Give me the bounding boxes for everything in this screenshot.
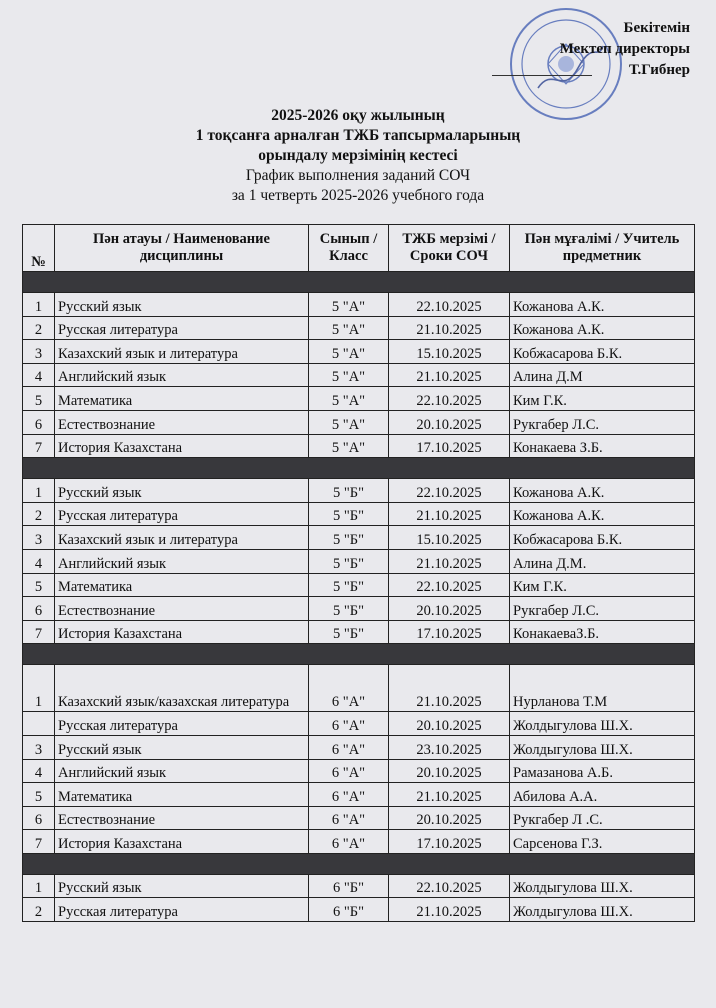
date-cell: 21.10.2025 bbox=[389, 549, 510, 573]
title-ru-line1: График выполнения заданий СОЧ bbox=[245, 167, 471, 184]
title-kz-line2: 1 тоқсанға арналған ТЖБ тапсырмаларының bbox=[195, 127, 521, 144]
row-number: 4 bbox=[23, 549, 55, 573]
row-number: 2 bbox=[23, 898, 55, 922]
subject-cell: Русская литература bbox=[55, 712, 309, 736]
table-row bbox=[23, 830, 695, 854]
approval-line1: Бекітемін bbox=[623, 20, 690, 36]
class-cell: 6 "А" bbox=[309, 759, 389, 783]
subject-cell: Математика bbox=[55, 573, 309, 597]
date-cell: 17.10.2025 bbox=[389, 830, 510, 854]
row-number: 7 bbox=[23, 434, 55, 458]
table-row bbox=[23, 597, 695, 621]
subject-cell: Математика bbox=[55, 783, 309, 807]
subject-cell: Казахский язык и литература bbox=[55, 340, 309, 364]
date-cell: 20.10.2025 bbox=[389, 410, 510, 434]
class-cell: 6 "А" bbox=[309, 806, 389, 830]
approval-line3: Т.Гибнер bbox=[628, 62, 690, 78]
date-cell: 21.10.2025 bbox=[389, 502, 510, 526]
teacher-cell: Кожанова А.К. bbox=[510, 502, 695, 526]
class-cell: 5 "Б" bbox=[309, 549, 389, 573]
subject-cell: История Казахстана bbox=[55, 434, 309, 458]
row-number: 3 bbox=[23, 340, 55, 364]
table-row bbox=[23, 898, 695, 922]
subject-cell: Математика bbox=[55, 387, 309, 411]
table-row bbox=[23, 526, 695, 550]
table-row bbox=[23, 434, 695, 458]
class-cell: 5 "А" bbox=[309, 410, 389, 434]
title-kz-line3: орындалу мерзімінің кестесі bbox=[258, 147, 458, 164]
row-number: 1 bbox=[23, 665, 55, 712]
date-cell: 23.10.2025 bbox=[389, 735, 510, 759]
teacher-cell: Рукгабер Л.С. bbox=[510, 410, 695, 434]
class-cell: 6 "А" bbox=[309, 665, 389, 712]
class-cell: 6 "А" bbox=[309, 783, 389, 807]
date-cell: 22.10.2025 bbox=[389, 293, 510, 317]
class-cell: 5 "А" bbox=[309, 293, 389, 317]
date-cell: 22.10.2025 bbox=[389, 387, 510, 411]
teacher-cell: Жолдыгулова Ш.Х. bbox=[510, 874, 695, 898]
teacher-cell: Ким Г.К. bbox=[510, 573, 695, 597]
subject-cell: Естествознание bbox=[55, 806, 309, 830]
class-cell: 6 "А" bbox=[309, 830, 389, 854]
teacher-cell: Алина Д.М. bbox=[510, 549, 695, 573]
table-row bbox=[23, 340, 695, 364]
subject-cell: Русский язык bbox=[55, 735, 309, 759]
row-number: 7 bbox=[23, 830, 55, 854]
subject-cell: Казахский язык и литература bbox=[55, 526, 309, 550]
header-subject: Пән атауы / Наименование дисциплины bbox=[55, 225, 309, 272]
class-cell: 5 "Б" bbox=[309, 502, 389, 526]
table-row bbox=[23, 806, 695, 830]
row-number: 4 bbox=[23, 759, 55, 783]
subject-cell: Английский язык bbox=[55, 759, 309, 783]
row-number: 5 bbox=[23, 783, 55, 807]
subject-cell: Естествознание bbox=[55, 410, 309, 434]
table-row bbox=[23, 479, 695, 503]
subject-cell: Русский язык bbox=[55, 874, 309, 898]
group-separator-cell bbox=[23, 272, 695, 293]
table-header-row bbox=[23, 225, 695, 272]
date-cell: 20.10.2025 bbox=[389, 597, 510, 621]
subject-cell: Естествознание bbox=[55, 597, 309, 621]
teacher-cell: Абилова А.А. bbox=[510, 783, 695, 807]
teacher-cell: Кожанова А.К. bbox=[510, 316, 695, 340]
group-separator-cell bbox=[23, 853, 695, 874]
group-separator-cell bbox=[23, 458, 695, 479]
subject-cell: Русский язык bbox=[55, 293, 309, 317]
row-number: 3 bbox=[23, 735, 55, 759]
header-date: ТЖБ мерзімі / Сроки СОЧ bbox=[389, 225, 510, 272]
table-row bbox=[23, 387, 695, 411]
table-row bbox=[23, 783, 695, 807]
table-row bbox=[23, 620, 695, 644]
date-cell: 22.10.2025 bbox=[389, 874, 510, 898]
date-cell: 22.10.2025 bbox=[389, 573, 510, 597]
row-number: 1 bbox=[23, 874, 55, 898]
subject-cell: Английский язык bbox=[55, 363, 309, 387]
subject-cell: История Казахстана bbox=[55, 620, 309, 644]
date-cell: 21.10.2025 bbox=[389, 783, 510, 807]
teacher-cell: Жолдыгулова Ш.Х. bbox=[510, 898, 695, 922]
title-ru-line2: за 1 четверть 2025-2026 учебного года bbox=[231, 187, 485, 204]
table-row bbox=[23, 665, 695, 712]
group-separator-row bbox=[23, 458, 695, 479]
date-cell: 21.10.2025 bbox=[389, 363, 510, 387]
teacher-cell: Жолдыгулова Ш.Х. bbox=[510, 735, 695, 759]
class-cell: 6 "А" bbox=[309, 712, 389, 736]
date-cell: 21.10.2025 bbox=[389, 665, 510, 712]
teacher-cell: Рукгабер Л .С. bbox=[510, 806, 695, 830]
row-number: 7 bbox=[23, 620, 55, 644]
class-cell: 5 "А" bbox=[309, 316, 389, 340]
row-number: 2 bbox=[23, 316, 55, 340]
teacher-cell: Алина Д.М bbox=[510, 363, 695, 387]
header-num: № bbox=[23, 225, 55, 272]
row-number: 5 bbox=[23, 573, 55, 597]
subject-cell: Русская литература bbox=[55, 316, 309, 340]
row-number bbox=[23, 712, 55, 736]
table-row bbox=[23, 573, 695, 597]
date-cell: 20.10.2025 bbox=[389, 712, 510, 736]
row-number: 6 bbox=[23, 806, 55, 830]
class-cell: 5 "Б" bbox=[309, 479, 389, 503]
row-number: 1 bbox=[23, 479, 55, 503]
row-number: 5 bbox=[23, 387, 55, 411]
title-kz-line1: 2025-2026 оқу жылының bbox=[271, 107, 445, 124]
schedule-table bbox=[22, 224, 695, 922]
table-body bbox=[23, 272, 695, 922]
group-separator-row bbox=[23, 853, 695, 874]
date-cell: 22.10.2025 bbox=[389, 479, 510, 503]
row-number: 4 bbox=[23, 363, 55, 387]
class-cell: 5 "Б" bbox=[309, 526, 389, 550]
subject-cell: Казахский язык/казахская литература bbox=[55, 665, 309, 712]
group-separator-row bbox=[23, 272, 695, 293]
class-cell: 5 "А" bbox=[309, 363, 389, 387]
date-cell: 17.10.2025 bbox=[389, 434, 510, 458]
table-row bbox=[23, 874, 695, 898]
teacher-cell: Кобжасарова Б.К. bbox=[510, 526, 695, 550]
table-row bbox=[23, 363, 695, 387]
table-row bbox=[23, 735, 695, 759]
teacher-cell: Жолдыгулова Ш.Х. bbox=[510, 712, 695, 736]
date-cell: 17.10.2025 bbox=[389, 620, 510, 644]
subject-cell: Русская литература bbox=[55, 502, 309, 526]
group-separator-cell bbox=[23, 644, 695, 665]
subject-cell: Русская литература bbox=[55, 898, 309, 922]
table-row bbox=[23, 712, 695, 736]
header-teacher: Пән мұғалімі / Учитель предметник bbox=[510, 225, 695, 272]
table-row bbox=[23, 502, 695, 526]
class-cell: 5 "А" bbox=[309, 387, 389, 411]
date-cell: 15.10.2025 bbox=[389, 526, 510, 550]
table-row bbox=[23, 316, 695, 340]
class-cell: 6 "А" bbox=[309, 735, 389, 759]
class-cell: 5 "Б" bbox=[309, 597, 389, 621]
class-cell: 5 "Б" bbox=[309, 573, 389, 597]
date-cell: 20.10.2025 bbox=[389, 806, 510, 830]
approval-block bbox=[560, 18, 690, 81]
row-number: 2 bbox=[23, 502, 55, 526]
teacher-cell: Сарсенова Г.З. bbox=[510, 830, 695, 854]
table-row bbox=[23, 759, 695, 783]
table-row bbox=[23, 410, 695, 434]
teacher-cell: Рамазанова А.Б. bbox=[510, 759, 695, 783]
subject-cell: Английский язык bbox=[55, 549, 309, 573]
approval-line2: Мектеп директоры bbox=[559, 41, 690, 57]
date-cell: 15.10.2025 bbox=[389, 340, 510, 364]
row-number: 6 bbox=[23, 410, 55, 434]
date-cell: 20.10.2025 bbox=[389, 759, 510, 783]
row-number: 3 bbox=[23, 526, 55, 550]
teacher-cell: Нурланова Т.М bbox=[510, 665, 695, 712]
date-cell: 21.10.2025 bbox=[389, 898, 510, 922]
teacher-cell: Рукгабер Л.С. bbox=[510, 597, 695, 621]
class-cell: 5 "Б" bbox=[309, 620, 389, 644]
class-cell: 6 "Б" bbox=[309, 898, 389, 922]
group-separator-row bbox=[23, 644, 695, 665]
teacher-cell: Конакаева З.Б. bbox=[510, 434, 695, 458]
class-cell: 5 "А" bbox=[309, 434, 389, 458]
teacher-cell: Кожанова А.К. bbox=[510, 479, 695, 503]
teacher-cell: Кожанова А.К. bbox=[510, 293, 695, 317]
teacher-cell: Ким Г.К. bbox=[510, 387, 695, 411]
subject-cell: История Казахстана bbox=[55, 830, 309, 854]
row-number: 1 bbox=[23, 293, 55, 317]
date-cell: 21.10.2025 bbox=[389, 316, 510, 340]
teacher-cell: КонакаеваЗ.Б. bbox=[510, 620, 695, 644]
subject-cell: Русский язык bbox=[55, 479, 309, 503]
row-number: 6 bbox=[23, 597, 55, 621]
class-cell: 6 "Б" bbox=[309, 874, 389, 898]
class-cell: 5 "А" bbox=[309, 340, 389, 364]
table-row bbox=[23, 293, 695, 317]
header-class: Сынып / Класс bbox=[309, 225, 389, 272]
table-row bbox=[23, 549, 695, 573]
teacher-cell: Кобжасарова Б.К. bbox=[510, 340, 695, 364]
